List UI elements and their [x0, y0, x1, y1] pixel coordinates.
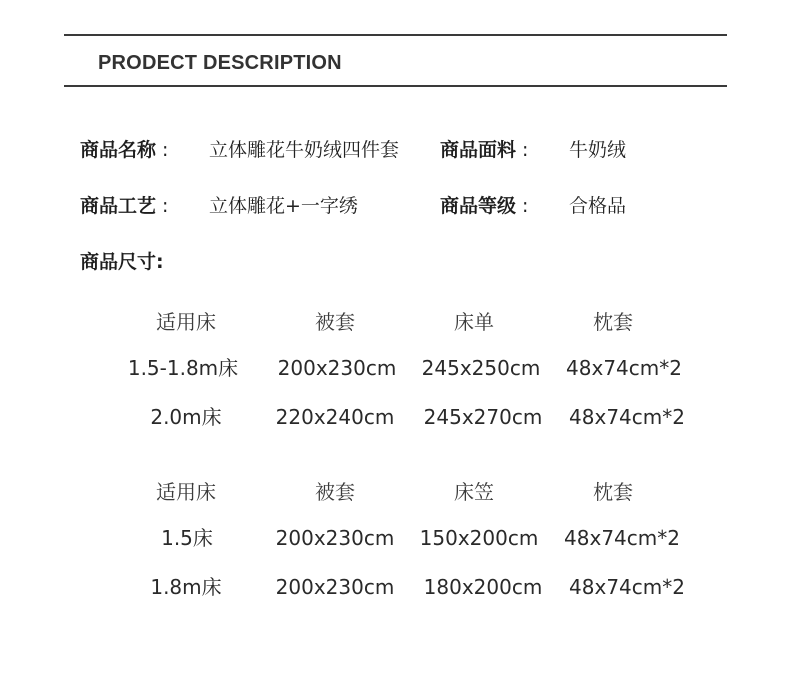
table-cell: 200x230cm — [275, 526, 395, 550]
table-header-pillowcase: 枕套 — [593, 480, 633, 504]
table-header-fitted-sheet: 床笠 — [454, 480, 494, 504]
product-name-value: 立体雕花牛奶绒四件套 — [209, 139, 400, 161]
table-header-pillowcase: 枕套 — [593, 310, 633, 334]
table-cell: 220x240cm — [275, 405, 395, 429]
product-craft-label: 商品工艺 — [80, 195, 157, 217]
product-craft-value: 立体雕花+一字绣 — [209, 195, 358, 217]
product-grade-colon: : — [522, 195, 529, 217]
bottom-divider — [64, 85, 727, 87]
table-cell: 1.5床 — [161, 526, 213, 550]
table-cell: 180x200cm — [423, 575, 543, 599]
product-size-label: 商品尺寸: — [80, 251, 164, 273]
table-header-bed: 适用床 — [156, 480, 216, 504]
product-name-colon: : — [162, 139, 169, 161]
table-header-duvet: 被套 — [315, 480, 355, 504]
product-grade-label: 商品等级 — [440, 195, 517, 217]
product-grade-value: 合格品 — [569, 195, 627, 217]
table-cell: 48x74cm*2 — [566, 356, 682, 380]
table-cell: 2.0m床 — [150, 405, 222, 429]
product-fabric-label: 商品面料 — [440, 139, 517, 161]
table-cell: 150x200cm — [419, 526, 539, 550]
table-cell: 1.5-1.8m床 — [127, 356, 239, 380]
product-craft-colon: : — [162, 195, 169, 217]
table-header-bed: 适用床 — [156, 310, 216, 334]
product-name-label: 商品名称 — [80, 139, 157, 161]
table-header-sheet: 床单 — [454, 310, 494, 334]
table-cell: 48x74cm*2 — [569, 575, 685, 599]
table-cell: 245x270cm — [423, 405, 543, 429]
table-cell: 200x230cm — [277, 356, 397, 380]
product-fabric-value: 牛奶绒 — [569, 139, 627, 161]
top-divider — [64, 34, 727, 36]
table-cell: 48x74cm*2 — [569, 405, 685, 429]
product-fabric-colon: : — [522, 139, 529, 161]
table-cell: 1.8m床 — [150, 575, 222, 599]
table-cell: 48x74cm*2 — [564, 526, 680, 550]
table-header-duvet: 被套 — [315, 310, 355, 334]
table-cell: 200x230cm — [275, 575, 395, 599]
section-title: PRODECT DESCRIPTION — [98, 52, 342, 74]
table-cell: 245x250cm — [421, 356, 541, 380]
